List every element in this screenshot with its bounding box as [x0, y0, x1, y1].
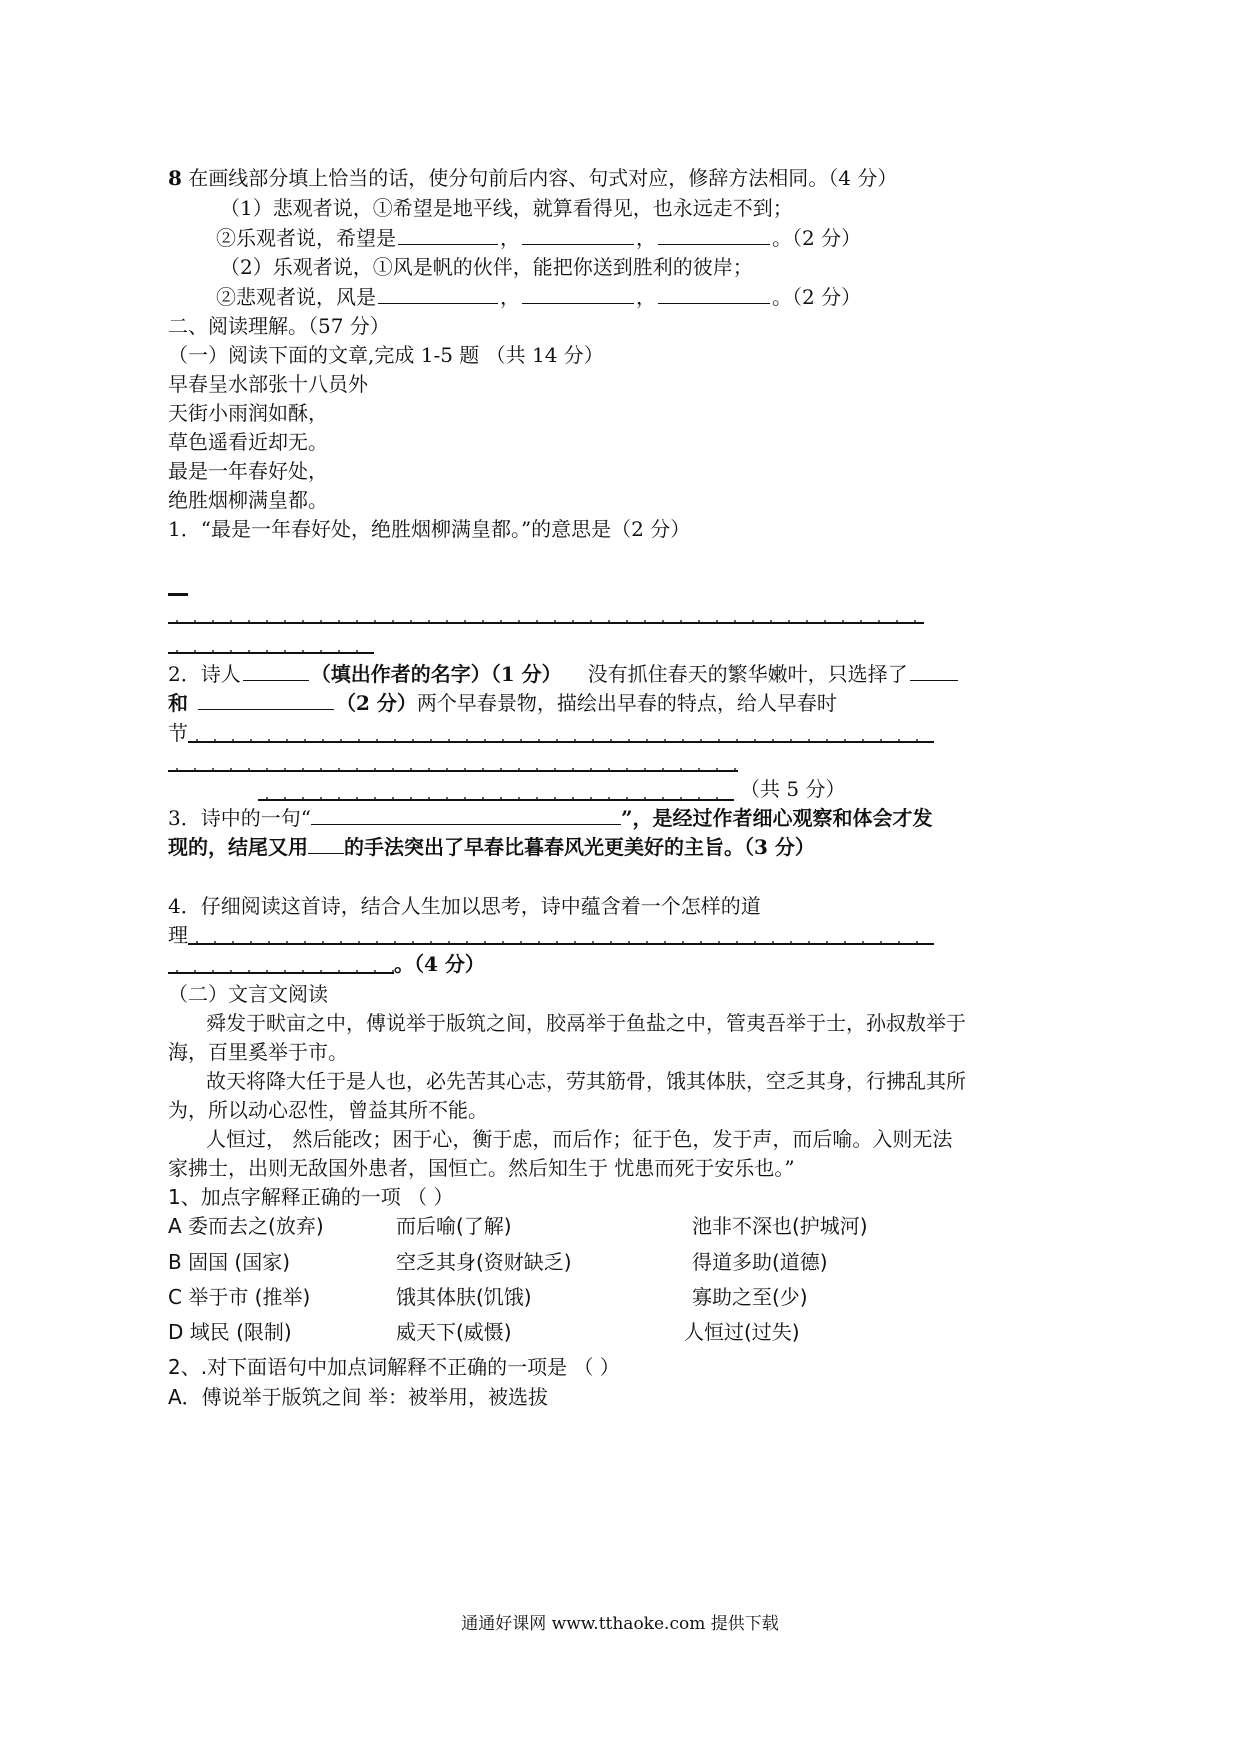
- passage-paragraph: 舜发于畎亩之中，傅说举于版筑之间，胶鬲举于鱼盐之中，管夷吾举于士，孙叔敖举于: [206, 1011, 966, 1035]
- q8-s1-score: 。（2 分）: [772, 226, 862, 250]
- mc1-option: 空乏其身(资财缺乏): [396, 1250, 572, 1274]
- mc2-stem: 2、.对下面语句中加点词解释不正确的一项是 （ ）: [168, 1355, 620, 1379]
- q8-stem: [168, 166, 897, 190]
- q2-and: 和: [168, 691, 188, 715]
- answer-line[interactable]: [168, 608, 924, 624]
- mc1-option: B 固国 (国家): [168, 1250, 291, 1274]
- q8-s1: （1）悲观者说，①希望是地平线，就算看得见，也永远走不到；: [220, 196, 793, 220]
- answer-line[interactable]: [168, 958, 394, 974]
- passage-paragraph: 人恒过， 然后能改；困于心，衡于虑，而后作；征于色，发于声，而后喻。入则无法: [206, 1127, 953, 1151]
- mc2-option-a: A．傅说举于版筑之间 举：被举用，被选拔: [168, 1385, 549, 1409]
- q8-number: 8: [168, 166, 182, 190]
- q1-text: 1．“最是一年春好处，绝胜烟柳满皇都。”的意思是（2 分）: [168, 517, 691, 541]
- answer-line[interactable]: [188, 929, 934, 945]
- section2-part1-title: （一）阅读下面的文章,完成 1-5 题 （共 14 分）: [168, 343, 604, 367]
- answer-blank[interactable]: [658, 285, 770, 304]
- mc1-stem: 1、加点字解释正确的一项 （ ）: [168, 1185, 454, 1209]
- q3-prefix: 3．诗中的一句“: [168, 806, 311, 830]
- passage-paragraph: 故天将降大任于是人也，必先苦其心志，劳其筋骨，饿其体肤，空乏其身，行拂乱其所: [206, 1069, 966, 1093]
- q2-line1: [168, 662, 960, 686]
- answer-line[interactable]: [168, 756, 738, 772]
- q8-stem-text: 在画线部分填上恰当的话，使分句前后内容、句式对应，修辞方法相同。（4 分）: [181, 166, 898, 190]
- poem-line: 草色遥看近却无。: [168, 430, 328, 454]
- q8-s1-sep2: ，: [636, 226, 656, 250]
- mc1-option: A 委而去之(放弃): [168, 1214, 324, 1238]
- q3-line2-text: 的手法突出了早春比暮春风光更美好的主旨。（3 分）: [344, 835, 815, 859]
- q3-text: ”，是经过作者细心观察和体会才发: [620, 806, 933, 830]
- mc1-option: 威天下(威慑): [396, 1320, 512, 1344]
- poem-line: 最是一年春好处，: [168, 459, 328, 483]
- q8-s2-sep2: ，: [636, 285, 656, 309]
- answer-blank[interactable]: [658, 226, 770, 245]
- mc1-option: 寡助之至(少): [692, 1285, 808, 1309]
- q2-instruction: （填出作者的名字）（1 分）: [310, 662, 562, 686]
- answer-line[interactable]: [188, 727, 934, 743]
- answer-dash: [168, 593, 188, 596]
- q2-score: （共 5 分）: [740, 777, 846, 801]
- passage-paragraph: 海，百里奚举于市。: [168, 1040, 348, 1064]
- mc1-option: 而后喻(了解): [396, 1214, 512, 1238]
- q4-text: 4．仔细阅读这首诗，结合人生加以思考，诗中蕴含着一个怎样的道: [168, 894, 761, 918]
- q2-line2: [168, 691, 837, 715]
- q8-s2-fill: [216, 285, 861, 309]
- answer-blank[interactable]: [308, 835, 344, 854]
- passage-paragraph: 家拂士，出则无敌国外患者，国恒亡。然后知生于 忧患而死于安乐也。”: [168, 1156, 795, 1180]
- passage-paragraph: 为，所以动心忍性，曾益其所不能。: [168, 1098, 488, 1122]
- q8-s1-fill-prefix: ②乐观者说，希望是: [216, 226, 396, 250]
- q8-s1-fill: [216, 226, 861, 250]
- q8-s2-score: 。（2 分）: [772, 285, 862, 309]
- answer-blank[interactable]: [378, 285, 498, 304]
- q2-text: 没有抓住春天的繁华嫩叶，只选择了: [587, 662, 908, 686]
- poem-title: 早春呈水部张十八员外: [168, 372, 368, 396]
- mc1-option: 人恒过(过失): [684, 1320, 800, 1344]
- answer-line[interactable]: [168, 638, 374, 654]
- answer-blank[interactable]: [243, 662, 309, 681]
- q8-s1-sep1: ，: [500, 226, 520, 250]
- q3-line2-prefix: 现的，结尾又用: [168, 835, 308, 859]
- q8-s2: （2）乐观者说，①风是帆的伙伴，能把你送到胜利的彼岸；: [220, 255, 753, 279]
- mc1-option: 饿其体肤(饥饿): [396, 1285, 532, 1309]
- answer-blank[interactable]: [522, 285, 634, 304]
- page-footer: 通通好课网 www.tthaoke.com 提供下载: [461, 1614, 779, 1634]
- mc1-option: 池非不深也(护城河): [692, 1214, 868, 1238]
- q3-line2: [168, 835, 815, 859]
- q8-s2-fill-prefix: ②悲观者说，风是: [216, 285, 376, 309]
- section2-title: 二、阅读理解。（57 分）: [168, 314, 390, 338]
- q2-score2: （2 分）: [336, 691, 417, 715]
- mc1-option: C 举于市 (推举): [168, 1285, 311, 1309]
- answer-blank[interactable]: [522, 226, 634, 245]
- q8-s2-sep1: ，: [500, 285, 520, 309]
- answer-line[interactable]: [258, 785, 734, 801]
- q4-line2-prefix: 理: [168, 923, 188, 947]
- mc1-option: D 域民 (限制): [168, 1320, 292, 1344]
- q2-line3-prefix: 节: [168, 721, 188, 745]
- answer-blank[interactable]: [311, 806, 621, 825]
- q2-line2-text: 两个早春景物，描绘出早春的特点，给人早春时: [416, 691, 837, 715]
- mc1-option: 得道多助(道德): [692, 1250, 828, 1274]
- answer-blank[interactable]: [198, 691, 334, 710]
- part2-title: （二）文言文阅读: [168, 982, 328, 1006]
- answer-blank[interactable]: [910, 662, 958, 681]
- poem-line: 绝胜烟柳满皇都。: [168, 488, 328, 512]
- poem-line: 天街小雨润如酥，: [168, 401, 328, 425]
- answer-blank[interactable]: [398, 226, 498, 245]
- q3-line1: [168, 806, 932, 830]
- q4-score: 。（4 分）: [394, 952, 485, 976]
- q2-prefix: 2．诗人: [168, 662, 241, 686]
